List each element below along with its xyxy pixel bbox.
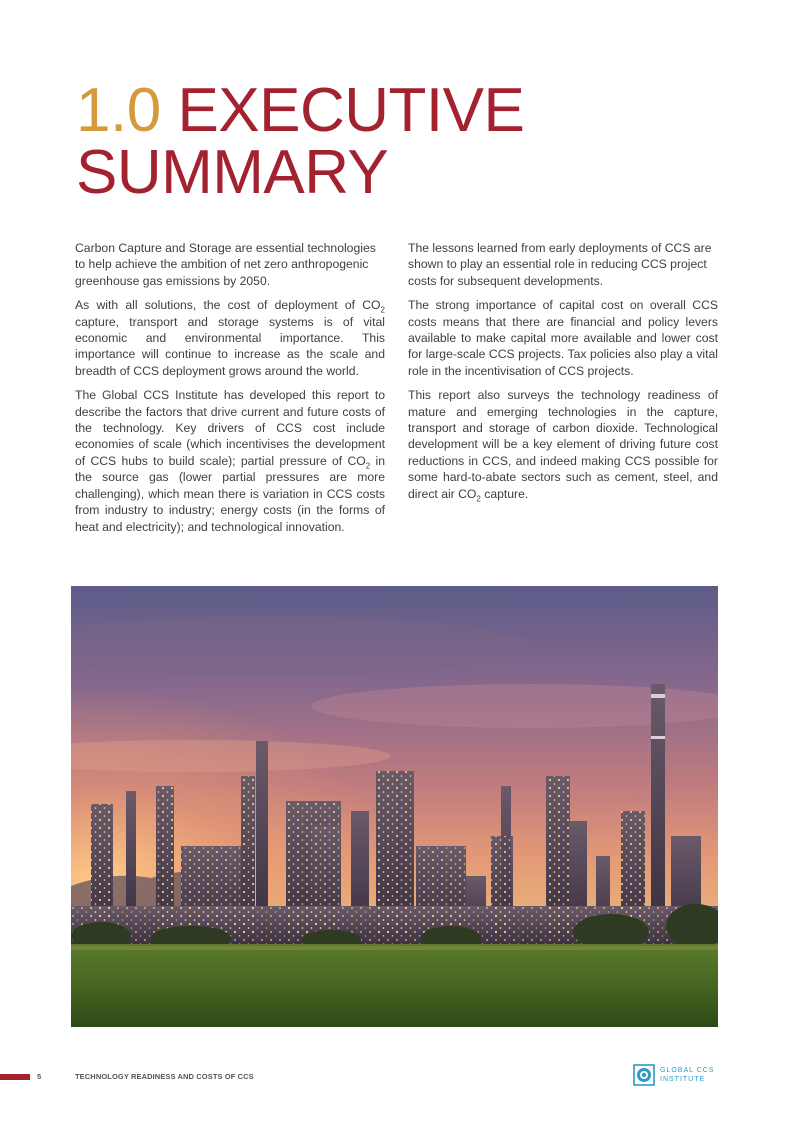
left-paragraph-2: As with all solutions, the cost of deployment of $CO_2$ capture, transport and storage systems is of vital economic and environmental importance. This importance will continue to increase as the scale and breadth of CCS deployment grows around the world. — [75, 298, 385, 378]
left-column — [75, 240, 385, 543]
right-paragraph-2: The strong importance of capital cost on overall CCS costs means that there are financial and policy levers available to make capital more available and lower cost for large-scale CCS projects. Tax policies also play a vital role in the incentivisation of CCS projects. — [408, 298, 718, 378]
page-number: 5 — [37, 1072, 42, 1081]
global-ccs-institute-logo — [633, 1064, 733, 1088]
page-title — [76, 76, 525, 207]
refinery-sunset-photo — [71, 586, 718, 1027]
right-paragraph-3: This report also surveys the technology readiness of mature and emerging technologies in the capture, transport and storage of carbon dioxide. Technological development will be a key element of driving future cost reductions in CCS, and indeed making CCS possible for some hard-to-abate sectors such as cement, steel, and direct air $CO_2$ capture. — [408, 388, 718, 504]
title-word-executive: EXECUTIVE — [177, 76, 525, 145]
left-paragraph-1: Carbon Capture and Storage are essential technologies to help achieve the ambition of net zero anthropogenic greenhouse gas emissions by 2050. — [75, 241, 376, 288]
title-word-summary: SUMMARY — [76, 138, 389, 207]
section-number: 1.0 — [76, 76, 161, 145]
right-paragraph-1: The lessons learned from early deployments of CCS are shown to play an essential role in reducing CCS project costs for subsequent developments. — [408, 241, 712, 288]
logo-text: GLOBAL CCS INSTITUTE — [660, 1067, 715, 1083]
logo-mark-icon — [633, 1064, 655, 1086]
left-paragraph-3: The Global CCS Institute has developed this report to describe the factors that drive current and future costs of the technology. Key drivers of CCS cost include economies of scale (which incentivises the development of CCS hubs to build scale); partial pressure of $CO_2$ in the source gas (lower partial pressures are more challenging), which mean there is variation in CCS costs from industry to industry; energy costs (in the forms of heat and electricity); and technological innovation. — [75, 388, 385, 534]
footer-accent-bar — [0, 1074, 30, 1080]
right-column — [408, 240, 718, 510]
footer-report-title: TECHNOLOGY READINESS AND COSTS OF CCS — [75, 1072, 254, 1081]
